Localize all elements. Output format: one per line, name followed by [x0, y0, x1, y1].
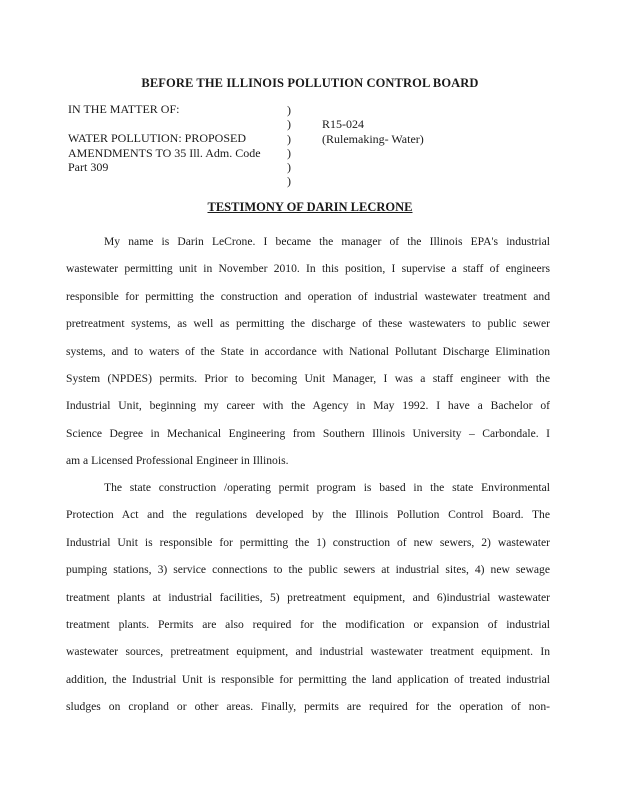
paragraph-1 — [66, 228, 550, 475]
caption-paren: ) — [287, 103, 291, 117]
caption-paren: ) — [287, 117, 291, 132]
text-line: sludges on cropland or other areas. Finally, permits are required for the operation of non- — [66, 700, 550, 714]
text-line: am a Licensed Professional Engineer in Illinois. — [66, 454, 289, 468]
caption-paren: ) — [287, 131, 291, 146]
text-line: wastewater permitting unit in November 2010. In this position, I supervise a staff of engineers — [66, 262, 550, 276]
case-type: (Rulemaking- Water) — [322, 131, 424, 146]
case-info — [322, 117, 424, 146]
text-line: Industrial Unit is responsible for permitting the 1) construction of new sewers, 2) wastewater — [66, 535, 550, 549]
caption-line: WATER POLLUTION: PROPOSED — [68, 131, 247, 145]
text-line: treatment plants. Permits are also required for the modification or expansion of industrial — [66, 618, 550, 632]
text-line: Science Degree in Mechanical Engineering from Southern Illinois University – Carbondale. I — [66, 426, 550, 440]
case-caption — [68, 102, 288, 175]
paragraph-2 — [66, 474, 550, 721]
board-heading: BEFORE THE ILLINOIS POLLUTION CONTROL BOARD — [141, 76, 479, 90]
caption-paren: ) — [287, 160, 291, 175]
testimony-title: TESTIMONY OF DARIN LECRONE — [207, 200, 413, 214]
text-line: Industrial Unit, beginning my career with the Agency in May 1992. I have a Bachelor of — [66, 399, 550, 413]
text-line: The state construction /operating permit program is based in the state Environmental — [104, 481, 550, 494]
text-line: responsible for permitting the construction and operation of industrial wastewater treatment and — [66, 289, 550, 303]
text-line: Protection Act and the regulations developed by the Illinois Pollution Control Board. The — [66, 508, 550, 522]
caption-paren: ) — [287, 174, 291, 189]
caption-paren: ) — [287, 145, 291, 160]
caption-line — [68, 117, 288, 132]
case-number: R15-024 — [322, 117, 364, 131]
caption-parentheses — [287, 103, 291, 189]
caption-line: Part 309 — [68, 160, 109, 174]
caption-line: IN THE MATTER OF: — [68, 102, 180, 116]
text-line: My name is Darin LeCrone. I became the manager of the Illinois EPA's industrial — [104, 235, 550, 248]
text-line: systems, and to waters of the State in accordance with National Pollutant Discharge Elimination — [66, 344, 550, 358]
text-line: pumping stations, 3) service connections to the public sewers at industrial sites, 4) new sewage — [66, 563, 550, 577]
text-line: System (NPDES) permits. Prior to becoming Unit Manager, I was a staff engineer with the — [66, 372, 550, 386]
text-line: pretreatment systems, as well as permitting the discharge of these wastewaters to public sewer — [66, 317, 550, 331]
text-line: addition, the Industrial Unit is responsible for permitting the land application of treated industrial — [66, 672, 550, 686]
text-line: treatment plants at industrial facilities, 5) pretreatment equipment, and 6)industrial wastewater — [66, 590, 550, 604]
text-line: wastewater sources, pretreatment equipment, and industrial wastewater treatment equipment. In — [66, 645, 550, 659]
caption-line: AMENDMENTS TO 35 Ill. Adm. Code — [68, 145, 261, 160]
